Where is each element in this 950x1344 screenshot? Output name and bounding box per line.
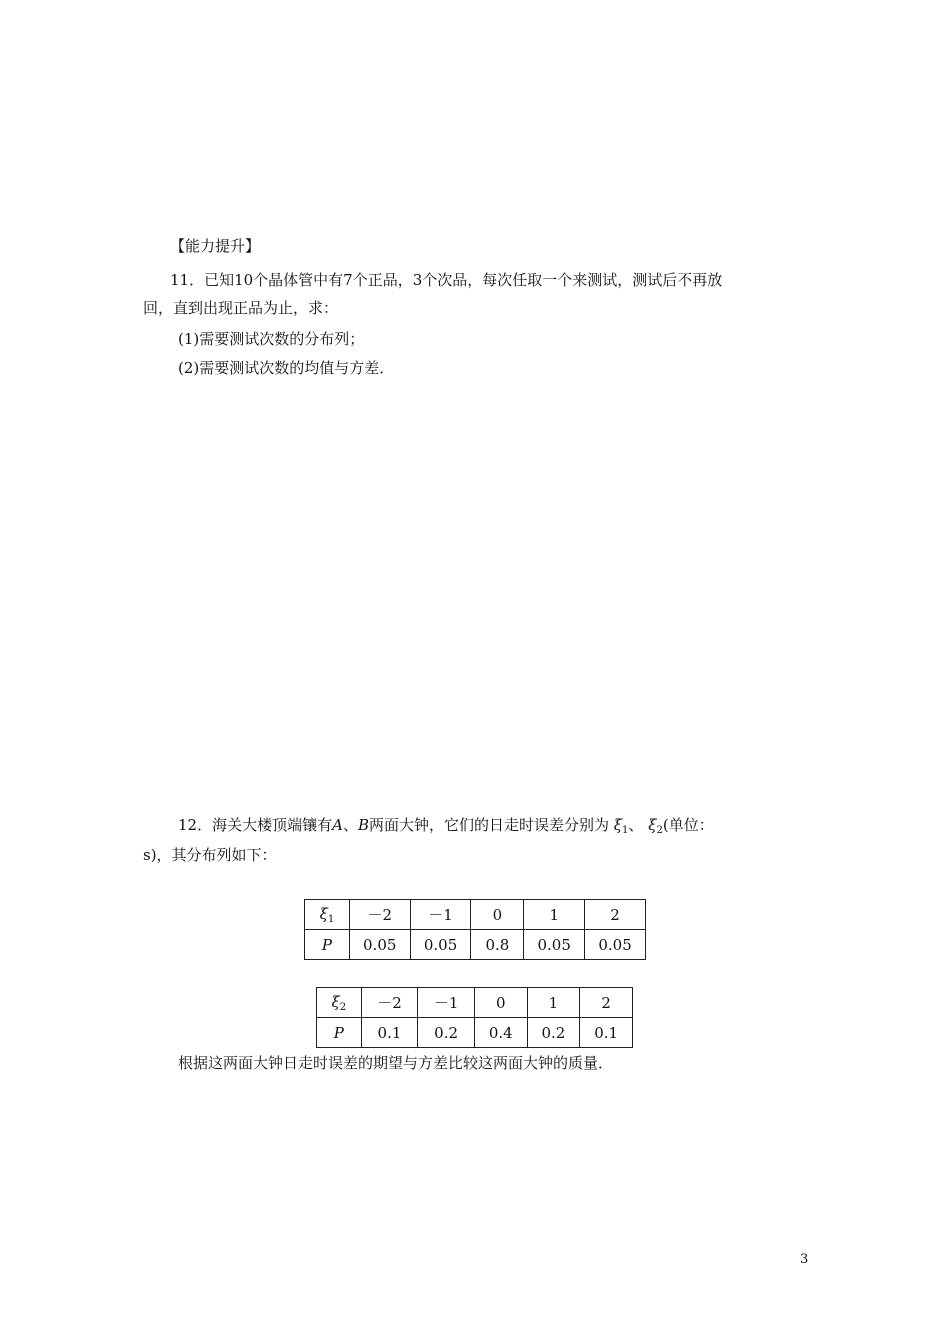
section-header: 【能力提升】: [170, 237, 261, 255]
q12-conclusion: 根据这两面大钟日走时误差的期望与方差比较这两面大钟的质量．: [178, 1054, 614, 1072]
q11-line2: 回，直到出现正品为止，求：: [143, 299, 339, 317]
xi1-subscript: 1: [622, 825, 629, 836]
q11-part1: (1)需要测试次数的分布列；: [178, 330, 365, 348]
q12-line1: [178, 815, 714, 841]
table-cell: 0.2: [527, 1018, 580, 1048]
table-cell: P: [317, 1018, 362, 1048]
table-cell: 2: [585, 900, 646, 930]
table-cell: 0.2: [418, 1018, 475, 1048]
table-cell: $\xi_1$: [305, 900, 350, 930]
table-cell: 0.1: [361, 1018, 418, 1048]
q11-line1: 11．已知10个晶体管中有7个正品，3个次品，每次任取一个来测试，测试后不再放: [170, 271, 723, 289]
table-cell: $\xi_2$: [317, 988, 362, 1018]
table-cell: 1: [524, 900, 585, 930]
xi2-symbol: ξ: [648, 816, 657, 834]
q12-line1-c: (单位：: [662, 816, 714, 834]
table-cell: －1: [418, 988, 475, 1018]
table-cell: P: [305, 930, 350, 960]
table-cell: －2: [349, 900, 410, 930]
q12-sep2: 、: [628, 816, 644, 834]
table-row: [305, 900, 646, 930]
table-row: [317, 1018, 633, 1048]
table-row: [317, 988, 633, 1018]
table-cell: －2: [361, 988, 418, 1018]
q12-sep: 、: [342, 816, 358, 834]
table-cell: 0.05: [349, 930, 410, 960]
table-cell: 0.8: [471, 930, 524, 960]
table-row: [305, 930, 646, 960]
table-cell: 0: [471, 900, 524, 930]
table-cell: 0: [474, 988, 527, 1018]
var-a: A: [332, 816, 343, 834]
q11-part2: (2)需要测试次数的均值与方差．: [178, 359, 395, 377]
table-cell: 1: [527, 988, 580, 1018]
table-cell: 0.4: [474, 1018, 527, 1048]
distribution-table-1: [304, 899, 646, 960]
q12-line1-b: 两面大钟，它们的日走时误差分别为: [368, 816, 609, 834]
q12-line1-a: 12．海关大楼顶端镶有: [178, 816, 333, 834]
page-number: 3: [800, 1252, 809, 1267]
var-b: B: [357, 816, 369, 834]
xi2-subscript: 2: [656, 825, 663, 836]
table-cell: 0.05: [585, 930, 646, 960]
table-cell: 0.05: [410, 930, 471, 960]
distribution-table-2: [316, 987, 633, 1048]
table-cell: 0.1: [580, 1018, 633, 1048]
table-cell: 2: [580, 988, 633, 1018]
table-cell: 0.05: [524, 930, 585, 960]
q12-line2: s)，其分布列如下：: [143, 846, 277, 864]
xi1-symbol: ξ: [613, 816, 623, 834]
table-cell: －1: [410, 900, 471, 930]
